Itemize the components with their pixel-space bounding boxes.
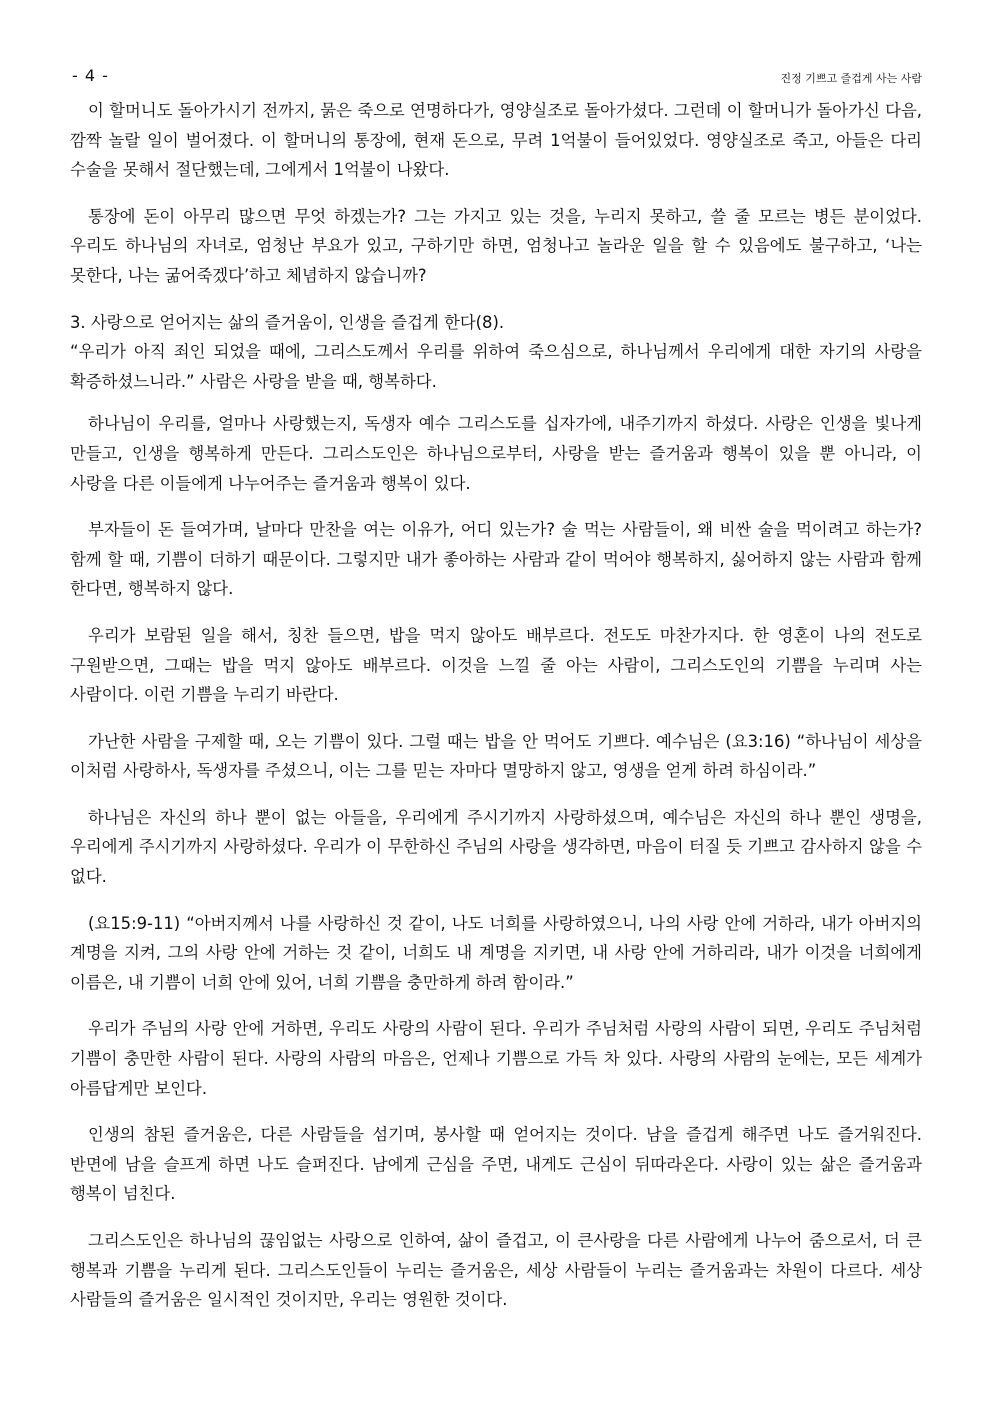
paragraph: 우리가 주님의 사랑 안에 거하면, 우리도 사랑의 사람이 된다. 우리가 주님처럼 사랑의 사람이 되면, 우리도 주님처럼 기쁨이 충만한 사람이 된다. 사랑의 사람의 마음은, 언제나 기쁨으로 가득 차 있다. 사랑의 사람의 눈에는, 모든 세계가 아름답게만 보인다. [70,1019,922,1098]
scripture-quote: “우리가 아직 죄인 되었을 때에, 그리스도께서 우리를 위하여 죽으심으로, 하나님께서 우리에게 대한 자기의 사랑을 확증하셨느니라.” 사람은 사랑을 받을 때, 행복하다. [70,342,922,391]
paragraph: 하나님은 자신의 하나 뿐이 없는 아들을, 우리에게 주시기까지 사랑하셨으며, 예수님은 자신의 하나 뿐인 생명을, 우리에게 주시기까지 사랑하셨다. 우리가 이 무한하신 주님의 사랑을 생각하면, 마음이 터질 듯 기쁘고 감사하지 않을 수 없다. [70,807,922,887]
paragraph: 하나님이 우리를, 얼마나 사랑했는지, 독생자 예수 그리스도를 십자가에, 내주기까지 하셨다. 사랑은 인생을 빛나게 만들고, 인생을 행복하게 만든다. 그리스도인은 하나님으로부터, 사랑을 받는 즐거움과 행복이 있을 뿐 아니라, 이 사랑을 다른 이들에게 나누어주는 즐거움과 행복이 있다. [70,414,922,493]
page-number: - 4 - [72,66,109,85]
running-title: 진정 기쁘고 즐겁게 사는 사람 [780,72,922,85]
paragraph: 부자들이 돈 들여가며, 날마다 만찬을 여는 이유가, 어디 있는가? 술 먹는 사람들이, 왜 비싼 술을 먹이려고 하는가? 함께 할 때, 기쁨이 더하기 때문이다. 그렇지만 내가 좋아하는 사람과 같이 먹어야 행복하지, 싫어하지 않는 사람과 함께 한다면, 행복하지 않다. [70,520,922,599]
paragraph: 이 할머니도 돌아가시기 전까지, 묽은 죽으로 연명하다가, 영양실조로 돌아가셨다. 그런데 이 할머니가 돌아가신 다음, 깜짝 놀랄 일이 벌어졌다. 이 할머니의 통장에, 현재 돈으로, 무려 1억불이 들어있었다. 영양실조로 죽고, 아들은 다리 수술을 못해서 절단했는데, 그에게서 1억불이 나왔다. [70,101,922,180]
section-heading: 3. 사랑으로 얻어지는 삶의 즐거움이, 인생을 즐겁게 한다(8). [70,312,505,332]
document-body [70,96,922,1315]
paragraph: 가난한 사람을 구제할 때, 오는 기쁨이 있다. 그럴 때는 밥을 안 먹어도 기쁘다. 예수님은 (요3:16) “하나님이 세상을 이처럼 사랑하사, 독생자를 주셨으니, 이는 그를 믿는 자마다 멸망하지 않고, 영생을 얻게 하려 하심이라.” [70,731,922,781]
paragraph: 인생의 참된 즐거움은, 다른 사람들을 섬기며, 봉사할 때 얻어지는 것이다. 남을 즐겁게 해주면 나도 즐거워진다. 반면에 남을 슬프게 하면 나도 슬퍼진다. 남에게 근심을 주면, 내게도 근심이 뒤따라온다. 사랑이 있는 삶은 즐거움과 행복이 넘친다. [70,1125,922,1204]
paragraph: 우리가 보람된 일을 해서, 칭찬 들으면, 밥을 먹지 않아도 배부르다. 전도도 마찬가지다. 한 영혼이 나의 전도로 구원받으면, 그때는 밥을 먹지 않아도 배부르다. 이것을 느낄 줄 아는 사람이, 그리스도인의 기쁨을 누리며 사는 사람이다. 이런 기쁨을 누리기 바란다. [70,625,922,705]
page-header [72,66,922,88]
paragraph: 그리스도인은 하나님의 끊임없는 사랑으로 인하여, 삶이 즐겁고, 이 큰사랑을 다른 사람에게 나누어 줌으로서, 더 큰 행복과 기쁨을 누리게 된다. 그리스도인들이 누리는 즐거움은, 세상 사람들이 누리는 즐거움과는 차원이 다르다. 세상 사람들의 즐거움은 일시적인 것이지만, 우리는 영원한 것이다. [70,1231,922,1310]
paragraph: (요15:9-11) “아버지께서 나를 사랑하신 것 같이, 나도 너희를 사랑하였으니, 나의 사랑 안에 거하라, 내가 아버지의 계명을 지켜, 그의 사랑 안에 거하는 것 같이, 너희도 내 계명을 지키면, 내 사랑 안에 거하리라, 내가 이것을 너희에게 이름은, 내 기쁨이 너희 안에 있어, 너희 기쁨을 충만하게 하려 함이라.” [70,913,922,992]
paragraph: 통장에 돈이 아무리 많으면 무엇 하겠는가? 그는 가지고 있는 것을, 누리지 못하고, 쓸 줄 모르는 병든 분이었다. 우리도 하나님의 자녀로, 엄청난 부요가 있고, 구하기만 하면, 엄청나고 놀라운 일을 할 수 있음에도 불구하고, ‘나는 못한다, 나는 굶어죽겠다’하고 체념하지 않습니까? [70,206,922,285]
